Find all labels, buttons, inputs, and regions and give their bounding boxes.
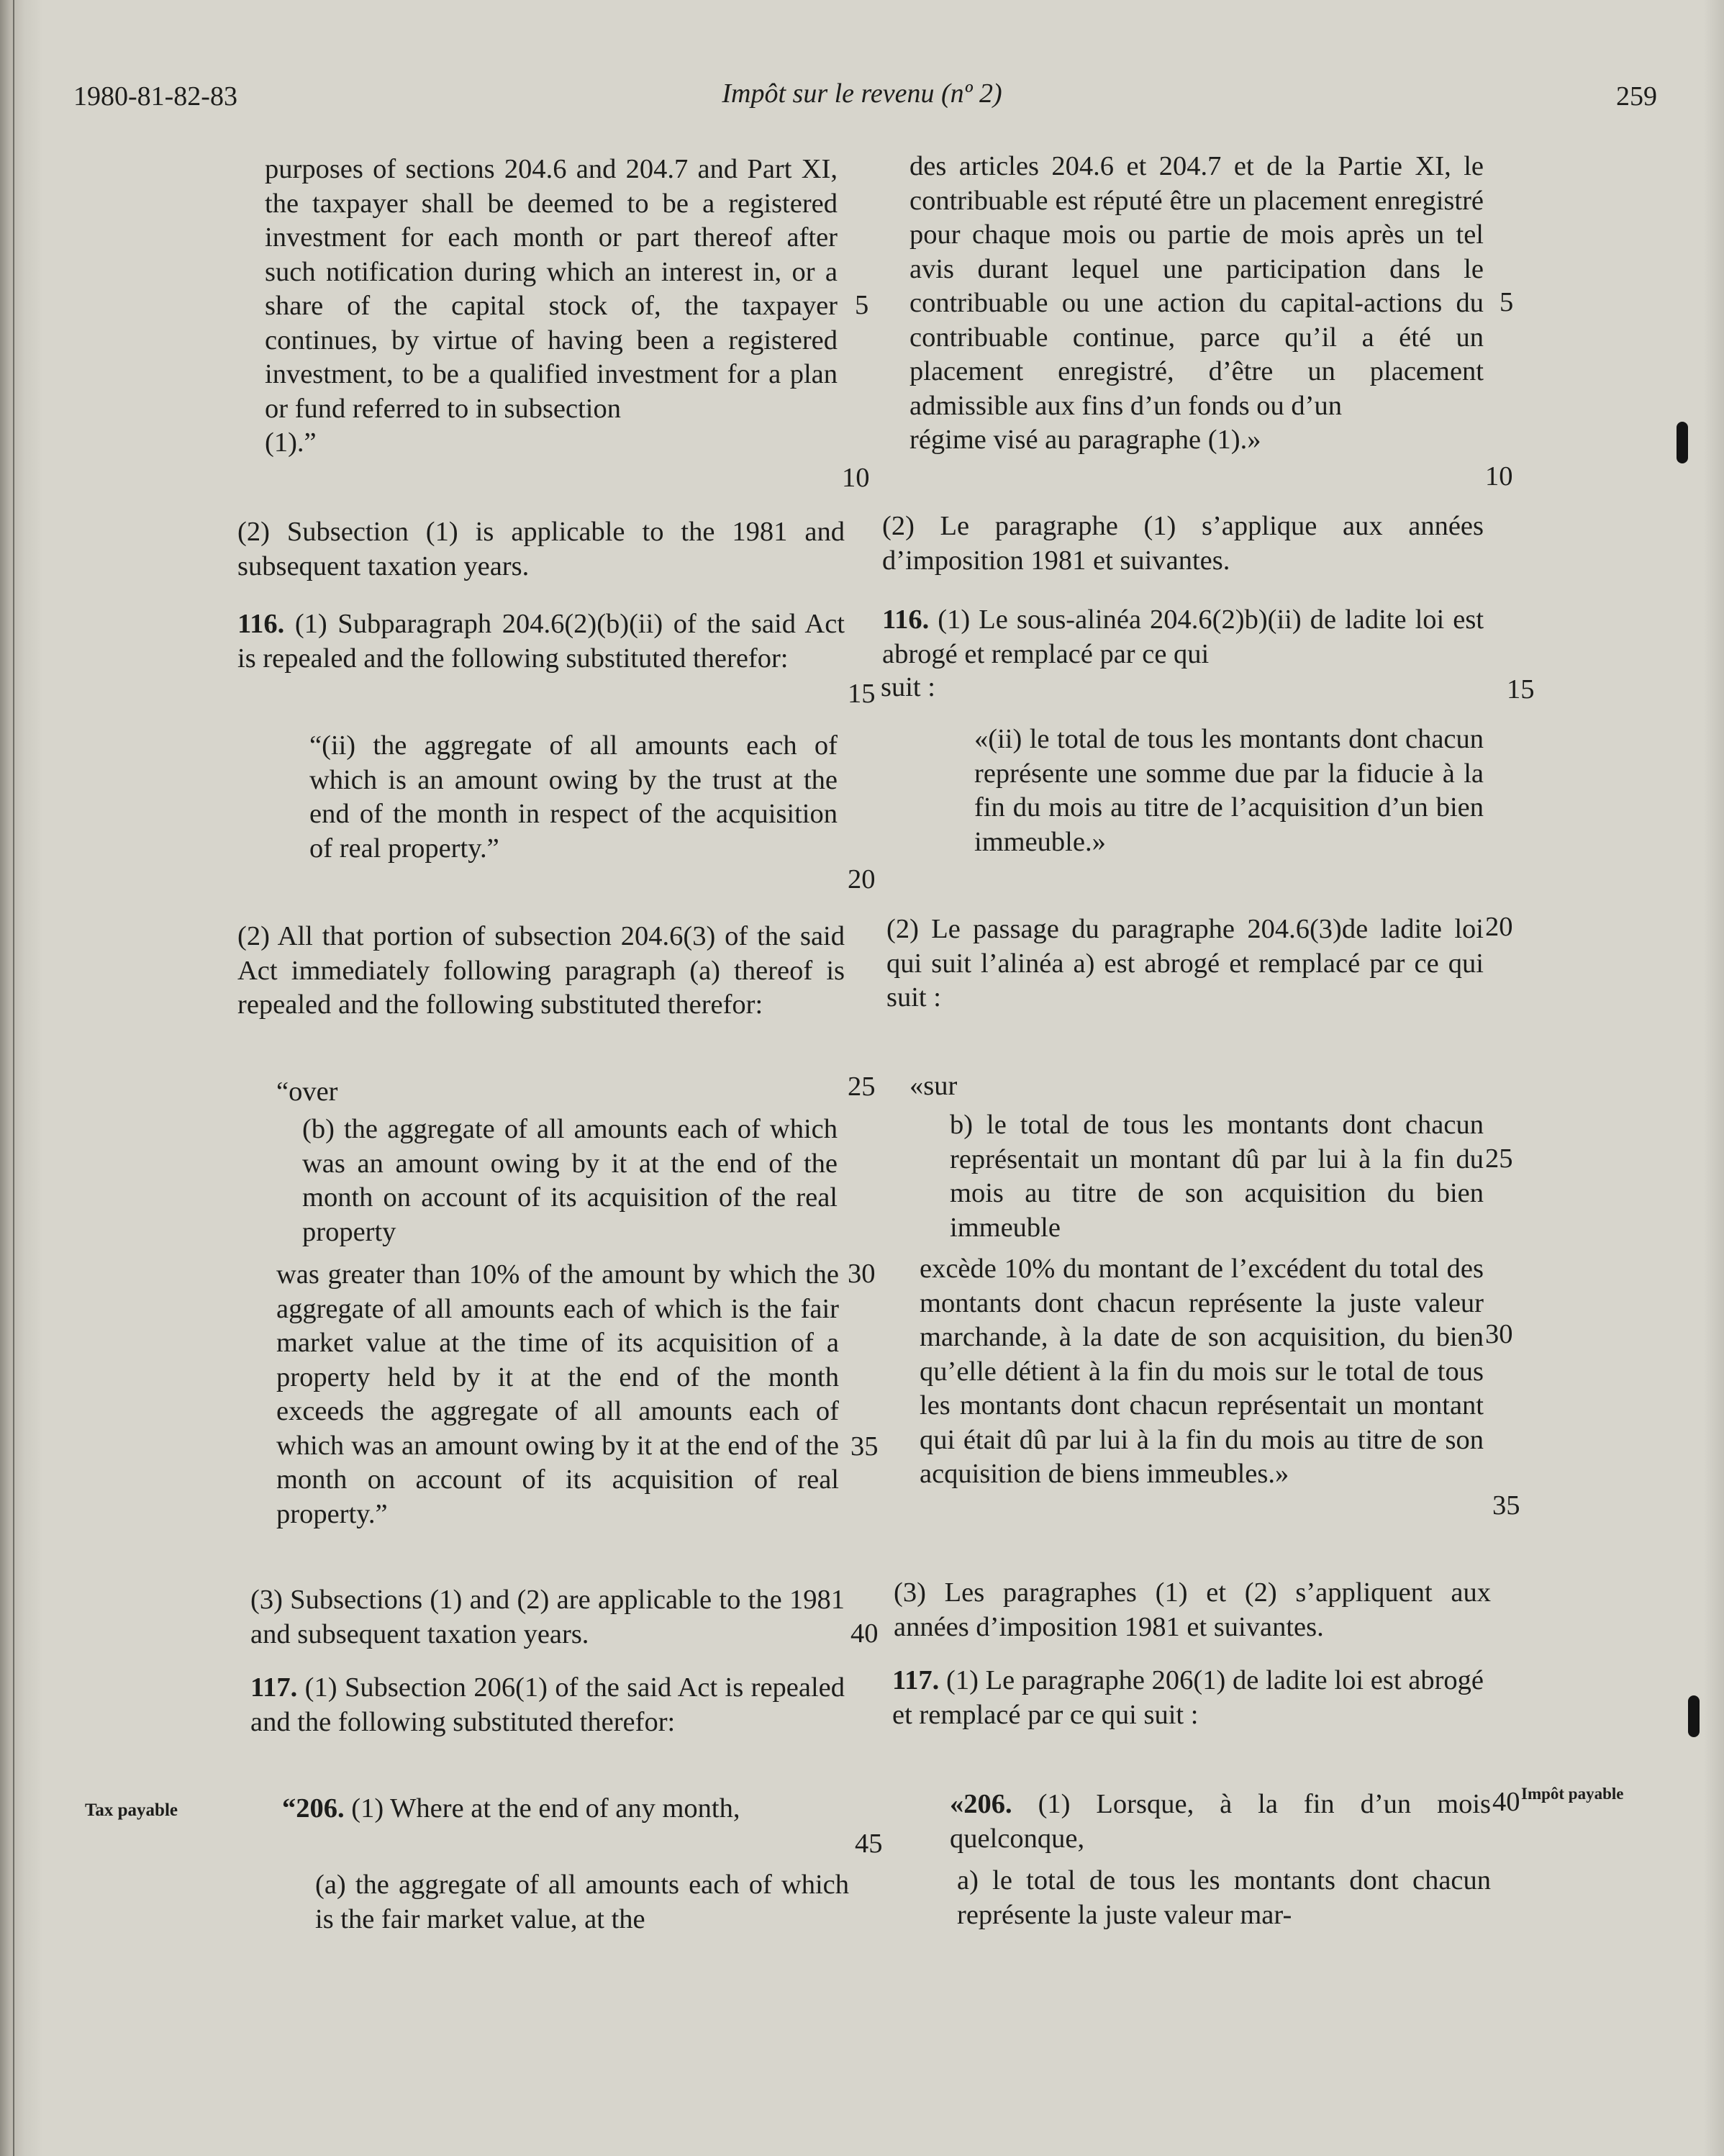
en-section-116-number: 116.: [237, 609, 285, 639]
fr-line-number: 35: [1492, 1490, 1520, 1521]
en-subsection-2: (2) Subsection (1) is applicable to the 1981 and subsequent taxation years.: [237, 517, 845, 581]
en-clause-b: (b) the aggregate of all amounts each of which was an amount owing by it at the end of the month on account of its acquisition of the real property: [302, 1114, 838, 1247]
header-years: 1980-81-82-83: [73, 81, 237, 112]
fr-line-number: 30: [1485, 1319, 1513, 1349]
en-section-206: [282, 1792, 848, 1826]
fr-line-number: 5: [1500, 287, 1514, 317]
fr-line-number: 15: [1507, 674, 1535, 705]
en-line-number: 5: [855, 290, 869, 320]
page-edge-shadow: [1704, 0, 1724, 2156]
margin-note-tax-payable: Tax payable: [85, 1801, 178, 1820]
en-line-number: 30: [848, 1259, 876, 1289]
en-section-206-text: (1) Where at the end of any month,: [351, 1793, 740, 1824]
fr-section-116-2: (2) Le passage du paragraphe 204.6(3)de ladite loi qui suit l’alinéa a) est abrogé et remplacé par ce qui suit :: [886, 914, 1484, 1013]
en-section-117: [250, 1671, 845, 1739]
en-line-number: 25: [848, 1072, 876, 1102]
en-section-116-text: (1) Subparagraph 204.6(2)(b)(ii) of the said Act is repealed and the following substituted therefor:: [237, 609, 845, 674]
fr-section-206-text: (1) Lorsque, à la fin d’un mois quelconque,: [950, 1789, 1492, 1854]
fr-section-117-text: (1) Le paragraphe 206(1) de ladite loi est abrogé et remplacé par ce qui suit :: [892, 1665, 1484, 1730]
fr-section-116: [882, 603, 1484, 671]
fr-section-206-number: «206.: [950, 1789, 1012, 1819]
fr-excede: excède 10% du montant de l’excédent du total des montants dont chacun représente la juste valeur marchande, à la date de son acquisition, du bien qu’elle détient à la fin du mois sur le total de tous les montants dont chacun représentait un montant qui était dû par lui à la fin du mois au titre de son acquisition de biens immeubles.»: [920, 1254, 1484, 1489]
fr-paragraph-1: [909, 150, 1484, 458]
en-greater-than: was greater than 10% of the amount by which the aggregate of all amounts each of which is the fair market value at the time of its acquisition of a property held by it at the end of the month exceeds the aggregate of all amounts each of which was an amount owing by it at the end of the month on account of its acquisition of real property.”: [276, 1259, 839, 1529]
en-paragraph-1-end: (1).”: [265, 427, 317, 458]
en-line-number: 40: [850, 1618, 879, 1649]
fr-clause-b: b) le total de tous les montants dont chacun représentait un montant dû par lui à la fin du mois au titre de son acquisition du bien immeuble: [950, 1110, 1484, 1243]
en-section-117-number: 117.: [250, 1672, 298, 1703]
en-paragraph-1-text: purposes of sections 204.6 and 204.7 and Part XI, the taxpayer shall be deemed to be a registered investment for each month or part thereof after such notification during which an interest in, or a share of the capital stock of, the taxpayer continues, by virtue of having been a registered investment, to be a qualified investment for a plan or fund referred to in subsection: [265, 154, 838, 424]
en-line-number: 45: [855, 1829, 883, 1859]
en-clause-a: (a) the aggregate of all amounts each of which is the fair market value, at the: [315, 1870, 849, 1934]
en-line-number: 10: [842, 463, 870, 493]
fr-line-number: 40: [1492, 1787, 1520, 1817]
fr-line-number: 25: [1485, 1143, 1513, 1174]
en-over: “over: [276, 1077, 338, 1107]
page-number: 259: [1616, 81, 1657, 112]
en-line-number: 20: [848, 864, 876, 894]
fr-paragraph-1-end: régime visé au paragraphe (1).»: [909, 425, 1261, 455]
en-line-number: 35: [850, 1431, 879, 1462]
fr-section-116-number: 116.: [882, 604, 930, 635]
en-quoted-subparagraph: “(ii) the aggregate of all amounts each of which is an amount owing by the trust at the end of the month in respect of the acquisition of real property.”: [309, 730, 838, 864]
margin-note-impot-payable: Impôt payable: [1521, 1785, 1624, 1803]
binder-hole-bottom: [1688, 1695, 1700, 1737]
fr-section-116-end: suit :: [881, 672, 935, 702]
page-binding-shadow: [0, 0, 43, 2156]
fr-section-117: [892, 1664, 1484, 1732]
en-section-116-3: (3) Subsections (1) and (2) are applicable to the 1981 and subsequent taxation years.: [250, 1585, 845, 1649]
fr-subsection-2: (2) Le paragraphe (1) s’applique aux années d’imposition 1981 et suivantes.: [882, 511, 1484, 576]
fr-clause-a: a) le total de tous les montants dont chacun représente la juste valeur mar-: [957, 1865, 1491, 1930]
fr-line-number: 10: [1485, 461, 1513, 492]
fr-line-number: 20: [1485, 912, 1513, 942]
fr-sur: «sur: [909, 1071, 958, 1101]
header-title: Impôt sur le revenu (nº 2): [722, 78, 1002, 109]
en-section-117-text: (1) Subsection 206(1) of the said Act is repealed and the following substituted therefor:: [250, 1672, 845, 1737]
fr-section-116-text: (1) Le sous-alinéa 204.6(2)b)(ii) de ladite loi est abrogé et remplacé par ce qui: [882, 604, 1484, 669]
fr-quoted-subparagraph: «(ii) le total de tous les montants dont chacun représente une somme due par la fiducie à la fin du mois au titre de l’acquisition d’un bien immeuble.»: [974, 724, 1484, 857]
en-section-206-number: “206.: [282, 1793, 345, 1824]
fr-section-116-3: (3) Les paragraphes (1) et (2) s’appliquent aux années d’imposition 1981 et suivantes.: [894, 1577, 1491, 1642]
fr-section-206: [950, 1788, 1491, 1856]
en-paragraph-1: [265, 153, 838, 461]
fr-paragraph-1-text: des articles 204.6 et 204.7 et de la Partie XI, le contribuable est réputé être un placement enregistré pour chaque mois ou partie de mois après un tel avis durant lequel une participation dans le contribuable ou une action du capital-actions du contribuable continue, parce qu’il a été un placement enregistré, d’être un placement admissible aux fins d’un fonds ou d’un: [909, 151, 1484, 421]
en-section-116-2: (2) All that portion of subsection 204.6(3) of the said Act immediately following paragraph (a) thereof is repealed and the following substituted therefor:: [237, 921, 845, 1020]
en-section-116: [237, 607, 845, 676]
binder-hole-top: [1677, 422, 1688, 463]
fr-section-117-number: 117.: [892, 1665, 940, 1695]
en-line-number: 15: [848, 679, 876, 709]
